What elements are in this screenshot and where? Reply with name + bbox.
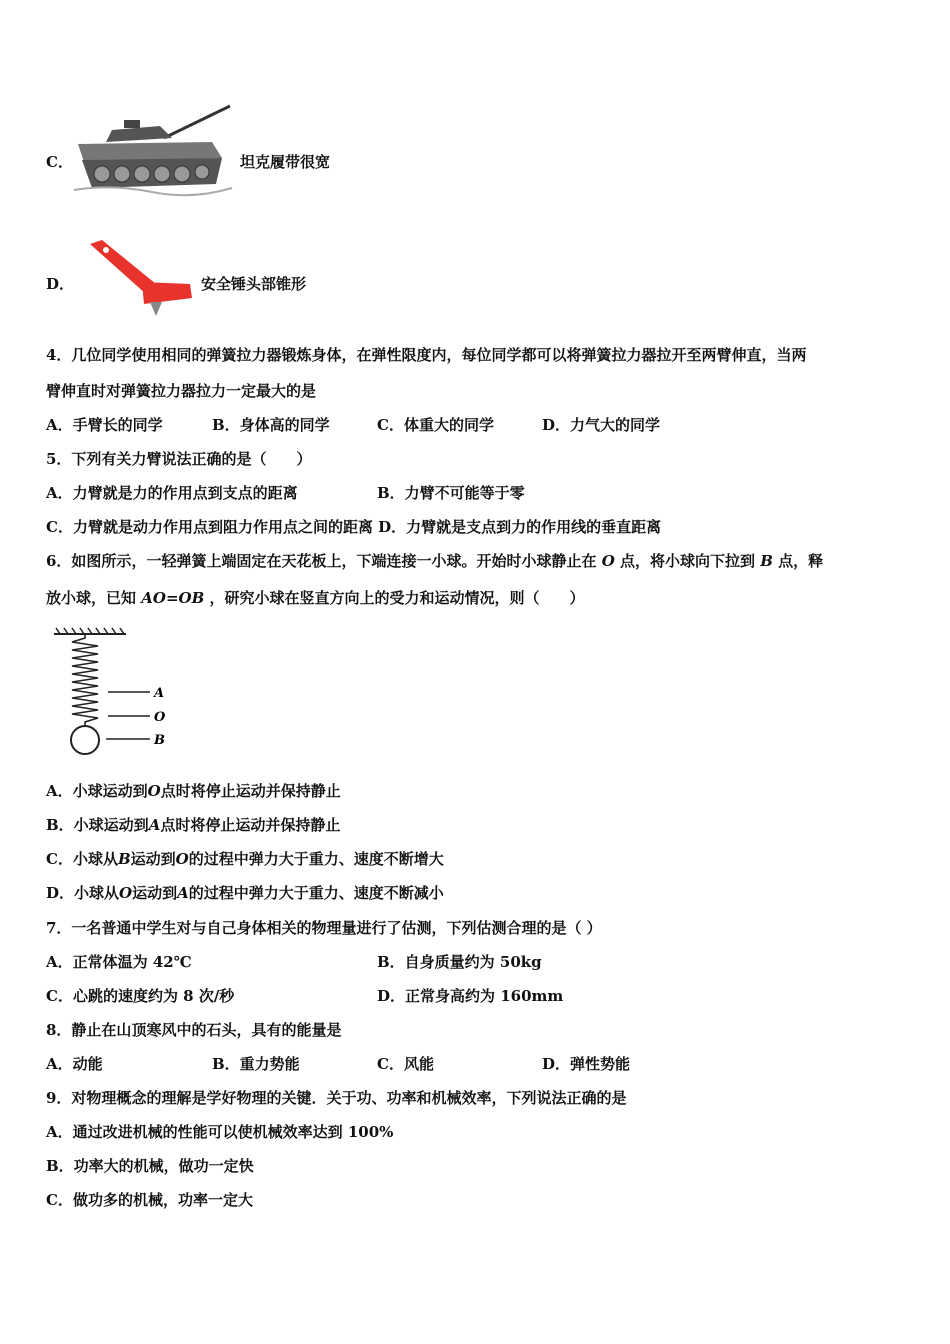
q6-option-c-text-3: 的过程中弹力大于重力、速度不断增大 xyxy=(188,850,444,868)
q9-stem: 9．对物理概念的理解是学好物理的关键．关于功、功率和机械效率，下列说法正确的是 xyxy=(46,1089,627,1107)
q6-option-b-text-2: 点时将停止运动并保持静止 xyxy=(160,816,341,834)
q7-option-d: D．正常身高约为 160mm xyxy=(377,987,564,1005)
q6-option-c-var-2: O xyxy=(175,850,189,868)
q3-option-c-label: C． xyxy=(46,153,73,171)
q8-option-b: B．重力势能 xyxy=(212,1055,300,1073)
q7-option-b: B．自身质量约为 50kg xyxy=(377,953,542,971)
q6-equation: AO=OB xyxy=(141,589,205,607)
q6-option-a-text-1: A．小球运动到 xyxy=(46,782,148,800)
q8-stem: 8．静止在山顶寒风中的石头，具有的能量是 xyxy=(46,1021,342,1039)
q6-option-d-var-1: O xyxy=(119,884,133,902)
q6-option-d-var-2: A xyxy=(177,884,189,902)
ball xyxy=(71,726,99,754)
q6-var-b: B xyxy=(760,552,773,570)
q6-stem-1a: 6．如图所示，一轻弹簧上端固定在天花板上，下端连接一小球。开始时小球静止在 xyxy=(46,552,597,570)
q6-option-a-var: O xyxy=(147,782,161,800)
safety-hammer-image xyxy=(86,238,196,318)
q6-stem-2b: ，研究小球在竖直方向上的受力和运动情况，则（ ） xyxy=(209,589,585,607)
q5-option-b: B．力臂不可能等于零 xyxy=(377,484,525,502)
spring-coil xyxy=(72,634,98,726)
q9-option-c: C．做功多的机械，功率一定大 xyxy=(46,1191,253,1209)
q6-option-b-text-1: B．小球运动到 xyxy=(46,816,149,834)
q4-option-b: B．身体高的同学 xyxy=(212,416,330,434)
q7-stem: 7．一名普通中学生对与自己身体相关的物理量进行了估测，下列估测合理的是（ ） xyxy=(46,919,602,937)
q6-var-o: O xyxy=(601,552,615,570)
q6-stem-2a: 放小球，已知 xyxy=(46,589,137,607)
q6-option-c-text-2: 运动到 xyxy=(130,850,176,868)
q6-option-b-var: A xyxy=(148,816,161,834)
q4-stem-line-1: 4．几位同学使用相同的弹簧拉力器锻炼身体，在弹性限度内，每位同学都可以将弹簧拉力器拉开至两臂伸直，当两 xyxy=(46,346,807,364)
spring-figure xyxy=(52,626,182,756)
q3-option-d-label: D． xyxy=(46,275,75,293)
q8-option-c: C．风能 xyxy=(377,1055,434,1073)
q5-stem: 5．下列有关力臂说法正确的是（ ） xyxy=(46,450,312,468)
q4-option-c: C．体重大的同学 xyxy=(377,416,494,434)
q8-option-d: D．弹性势能 xyxy=(542,1055,631,1073)
q3-option-c-text: 坦克履带很宽 xyxy=(240,153,331,171)
q6-stem-1b: 点，将小球向下拉到 xyxy=(620,552,756,570)
q6-option-d-text-3: 的过程中弹力大于重力、速度不断减小 xyxy=(188,884,444,902)
q9-option-a: A．通过改进机械的性能可以使机械效率达到 100% xyxy=(46,1123,394,1141)
q6-option-a xyxy=(46,781,341,801)
q5-option-a: A．力臂就是力的作用点到支点的距离 xyxy=(46,484,298,502)
q6-option-c-var-1: B xyxy=(117,850,131,868)
q8-option-a: A．动能 xyxy=(46,1055,103,1073)
tank-image xyxy=(72,100,234,198)
q9-option-b: B．功率大的机械，做功一定快 xyxy=(46,1157,254,1175)
q4-stem-line-2: 臂伸直时对弹簧拉力器拉力一定最大的是 xyxy=(46,382,317,400)
q4-option-a: A．手臂长的同学 xyxy=(46,416,163,434)
figure-label-b: B xyxy=(154,733,165,748)
q6-option-a-text-2: 点时将停止运动并保持静止 xyxy=(160,782,341,800)
q3-option-d-text: 安全锤头部锥形 xyxy=(201,275,307,293)
figure-label-a: A xyxy=(154,686,165,701)
q6-stem-line-2 xyxy=(46,588,585,608)
q7-option-a: A．正常体温为 42℃ xyxy=(46,953,192,971)
q6-option-d-text-2: 运动到 xyxy=(132,884,178,902)
q6-option-c xyxy=(46,849,444,869)
q7-option-c: C．心跳的速度约为 8 次/秒 xyxy=(46,987,235,1005)
q6-option-d xyxy=(46,883,444,903)
q6-stem-1c: 点，释 xyxy=(778,552,824,570)
figure-label-o: O xyxy=(154,710,166,725)
q4-option-d: D．力气大的同学 xyxy=(542,416,661,434)
q6-option-c-text-1: C．小球从 xyxy=(46,850,118,868)
q6-option-b xyxy=(46,815,340,835)
q6-option-d-text-1: D．小球从 xyxy=(46,884,120,902)
q5-option-cd: C．力臂就是动力作用点到阻力作用点之间的距离 D．力臂就是支点到力的作用线的垂直距离 xyxy=(46,518,662,536)
q6-stem-line-1 xyxy=(46,551,823,571)
